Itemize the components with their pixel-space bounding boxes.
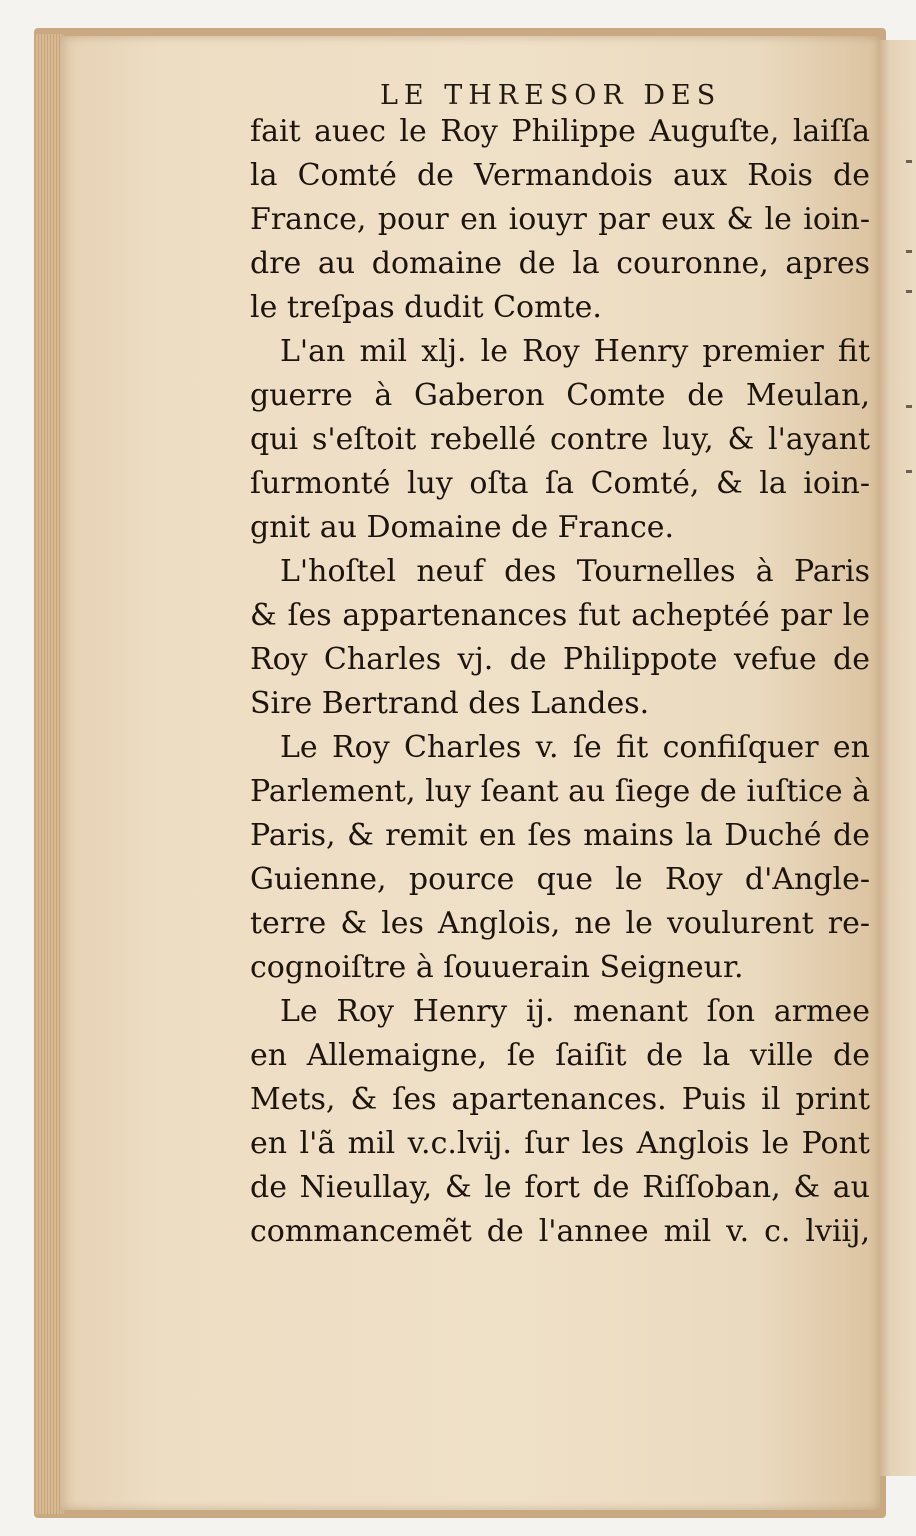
text-line: fait auec le Roy Philippe Auguſte, laiſſa — [250, 114, 870, 149]
running-head: LE THRESOR DES — [380, 80, 722, 111]
text-line: commancemẽt de l'annee mil v. c. lviij, — [250, 1214, 870, 1249]
text-line: Parlement, luy ſeant au ſiege de iuſtice à — [250, 774, 870, 809]
facing-page-ink — [906, 470, 912, 473]
text-line: Sire Bertrand des Landes. — [250, 686, 650, 721]
text-line: le treſpas dudit Comte. — [250, 290, 602, 325]
facing-page-ink — [906, 405, 912, 408]
text-line: terre & les Anglois, ne le voulurent re- — [250, 906, 870, 941]
text-line: dre au domaine de la couronne, apres — [250, 246, 870, 281]
text-line: & ſes appartenances fut acheptéé par le — [250, 598, 870, 633]
paragraph — [250, 990, 870, 1254]
paragraph — [250, 110, 870, 330]
paragraph — [250, 726, 870, 990]
text-line: cognoiſtre à ſouuerain Seigneur. — [250, 950, 744, 985]
text-line: en Allemaigne, ſe ſaiſit de la ville de — [250, 1038, 870, 1073]
facing-page — [876, 40, 916, 1476]
text-line: Paris, & remit en ſes mains la Duché de — [250, 818, 870, 853]
text-line: Guienne, pource que le Roy d'Angle- — [250, 862, 870, 897]
facing-page-ink — [906, 250, 912, 253]
paragraph — [250, 330, 870, 550]
facing-page-ink — [906, 160, 912, 163]
facing-page-ink — [906, 290, 912, 293]
text-line: L'an mil xlj. le Roy Henry premier fit — [280, 334, 870, 369]
text-line: Mets, & ſes apartenances. Puis il print — [250, 1082, 870, 1117]
text-line: en l'ã mil v.c.lvij. ſur les Anglois le Pont — [250, 1126, 870, 1161]
text-line: ſurmonté luy oſta ſa Comté, & la ioin- — [250, 466, 870, 501]
text-line: Roy Charles vj. de Philippote vefue de — [250, 642, 870, 677]
text-line: L'hoſtel neuf des Tournelles à Paris — [280, 554, 870, 589]
text-line: gnit au Domaine de France. — [250, 510, 675, 545]
text-line: Le Roy Henry ij. menant ſon armee — [280, 994, 870, 1029]
text-line: de Nieullay, & le fort de Riſſoban, & au — [250, 1170, 870, 1205]
text-line: Le Roy Charles v. ſe fit confiſquer en — [280, 730, 870, 765]
text-line: qui s'eſtoit rebellé contre luy, & l'ayant — [250, 422, 870, 457]
text-line: France, pour en iouyr par eux & le ioin- — [250, 202, 870, 237]
paragraph — [250, 550, 870, 726]
text-line: la Comté de Vermandois aux Rois de — [250, 158, 870, 193]
text-line: guerre à Gaberon Comte de Meulan, — [250, 378, 870, 413]
page-text — [250, 110, 870, 1254]
